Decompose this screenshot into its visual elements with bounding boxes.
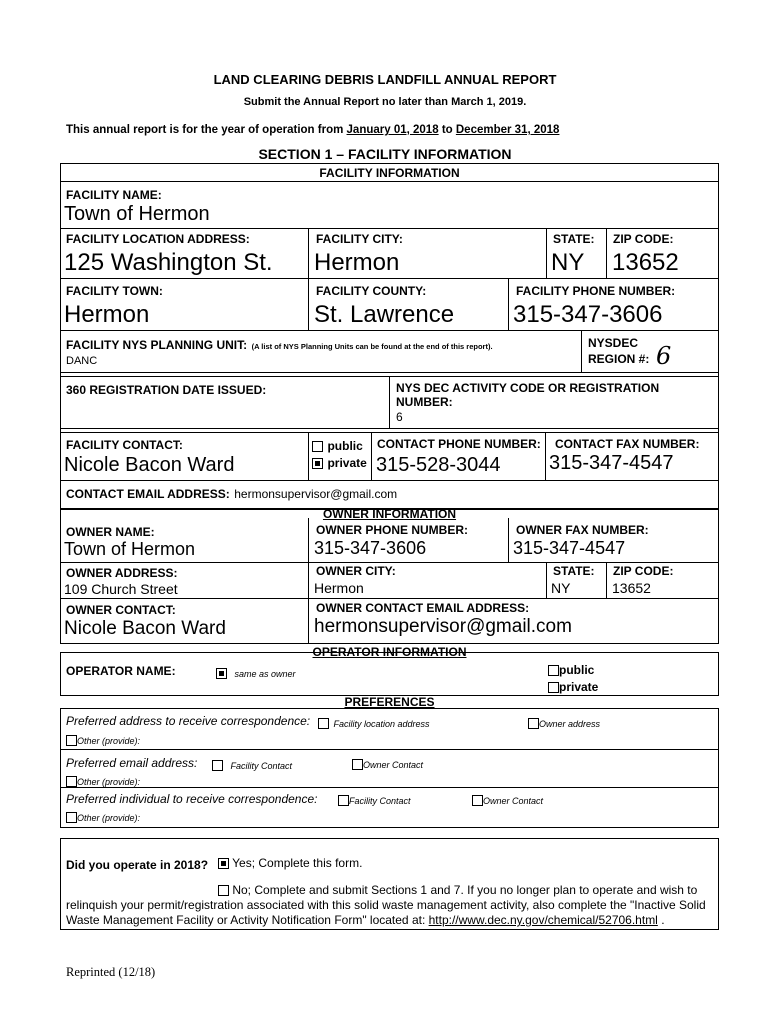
pref-facility-location-checkbox[interactable] xyxy=(318,718,329,729)
region-value: 6 xyxy=(656,342,672,370)
facility-city-value: Hermon xyxy=(314,249,400,276)
section-heading: SECTION 1 – FACILITY INFORMATION xyxy=(258,146,512,162)
contact-phone-label: CONTACT PHONE NUMBER: xyxy=(377,437,541,451)
facility-zip-label: ZIP CODE: xyxy=(613,232,674,246)
contact-email-row: CONTACT EMAIL ADDRESS: hermonsupervisor@gmail.com xyxy=(66,487,398,501)
region-label-1: NYSDEC xyxy=(588,336,639,350)
pref-individual-owner-option[interactable]: Owner Contact xyxy=(472,791,543,809)
owner-contact-value: Nicole Bacon Ward xyxy=(64,618,226,639)
owner-state-value: NY xyxy=(551,580,571,596)
facility-contact-value: Nicole Bacon Ward xyxy=(64,454,235,476)
owner-fax-value: 315-347-4547 xyxy=(513,538,626,558)
pref-email-question: Preferred email address: xyxy=(66,756,198,770)
pref-email-owner-checkbox[interactable] xyxy=(352,759,363,770)
operator-public-checkbox[interactable] xyxy=(548,665,559,676)
pref-email-facility-checkbox[interactable] xyxy=(212,760,223,771)
operator-private-checkbox[interactable] xyxy=(548,682,559,693)
report-title: LAND CLEARING DEBRIS LANDFILL ANNUAL REPORT xyxy=(213,72,557,87)
pref-owner-address-option[interactable]: Owner address xyxy=(528,714,600,732)
pref-individual-facility-checkbox[interactable] xyxy=(338,795,349,806)
operator-public-option[interactable]: public xyxy=(548,661,594,679)
operator-same-as-owner-option[interactable]: same as owner xyxy=(216,664,295,682)
facility-phone-label: FACILITY PHONE NUMBER: xyxy=(516,284,676,298)
facility-public-checkbox[interactable] xyxy=(312,441,323,452)
pref-email-other-checkbox[interactable] xyxy=(66,776,77,787)
operator-band: OPERATOR INFORMATION xyxy=(312,645,467,659)
facility-state-label: STATE: xyxy=(553,232,595,246)
owner-state-label: STATE: xyxy=(553,564,595,578)
operator-name-label: OPERATOR NAME: xyxy=(66,664,176,678)
owner-zip-label: ZIP CODE: xyxy=(613,564,674,578)
pref-address-question: Preferred address to receive correspondence: xyxy=(66,714,311,728)
facility-town-label: FACILITY TOWN: xyxy=(66,284,163,298)
owner-contact-label: OWNER CONTACT: xyxy=(66,603,176,617)
facility-public-option[interactable]: public xyxy=(312,437,363,455)
pref-individual-other-checkbox[interactable] xyxy=(66,812,77,823)
owner-fax-label: OWNER FAX NUMBER: xyxy=(516,523,649,537)
region-label-2: REGION #: xyxy=(588,352,650,366)
year-to: December 31, 2018 xyxy=(455,124,560,136)
preferences-band: PREFERENCES xyxy=(344,695,435,709)
facility-private-checkbox[interactable] xyxy=(312,458,323,469)
facility-name-value: Town of Hermon xyxy=(64,203,210,225)
operate-no-line2: relinquish your permit/registration associated with this solid waste management activity, also complete the "Inactive Solid xyxy=(66,898,706,912)
report-year-line: This annual report is for the year of operation from January 01, 2018 to December 31, 2018 xyxy=(66,124,560,136)
owner-contact-email-value: hermonsupervisor@gmail.com xyxy=(314,616,572,637)
pref-email-facility-option[interactable]: Facility Contact xyxy=(212,756,292,774)
owner-city-value: Hermon xyxy=(314,580,364,596)
pref-individual-owner-checkbox[interactable] xyxy=(472,795,483,806)
submission-deadline: Submit the Annual Report no later than March 1, 2019. xyxy=(243,96,527,108)
owner-phone-value: 315-347-3606 xyxy=(314,538,427,558)
contact-fax-value: 315-347-4547 xyxy=(549,452,674,474)
same-as-owner-checkbox[interactable] xyxy=(216,668,227,679)
facility-name-label: FACILITY NAME: xyxy=(66,188,162,202)
contact-email-value: hermonsupervisor@gmail.com xyxy=(234,487,398,501)
operate-no-checkbox[interactable] xyxy=(218,885,229,896)
owner-address-label: OWNER ADDRESS: xyxy=(66,566,178,580)
facility-phone-value: 315-347-3606 xyxy=(513,301,663,328)
operate-yes-checkbox[interactable] xyxy=(218,858,229,869)
operate-yes-option[interactable]: Yes; Complete this form. xyxy=(218,856,362,870)
facility-town-value: Hermon xyxy=(64,301,150,328)
owner-city-label: OWNER CITY: xyxy=(316,564,396,578)
owner-name-label: OWNER NAME: xyxy=(66,525,155,539)
facility-zip-value: 13652 xyxy=(612,249,679,276)
facility-address-value: 125 Washington St. xyxy=(64,249,273,276)
reprinted-note: Reprinted (12/18) xyxy=(66,965,156,979)
pref-email-owner-option[interactable]: Owner Contact xyxy=(352,755,423,773)
activity-code-label: NYS DEC ACTIVITY CODE OR REGISTRATION NUMBER: xyxy=(396,381,660,409)
planning-unit-label: FACILITY NYS PLANNING UNIT: (A list of NYS Planning Units can be found at the end of this report). xyxy=(66,338,493,352)
pref-facility-location-option[interactable]: Facility location address xyxy=(318,714,430,732)
owner-band: OWNER INFORMATION xyxy=(322,507,457,521)
pref-individual-other-option[interactable]: Other (provide): xyxy=(66,808,140,826)
facility-county-value: St. Lawrence xyxy=(314,301,455,328)
year-from: January 01, 2018 xyxy=(346,124,439,136)
planning-unit-value: DANC xyxy=(66,355,98,367)
notification-form-link[interactable]: http://www.dec.ny.gov/chemical/52706.html xyxy=(428,913,658,927)
operator-private-option[interactable]: private xyxy=(548,678,598,696)
facility-band: FACILITY INFORMATION xyxy=(319,166,460,180)
pref-address-other-checkbox[interactable] xyxy=(66,735,77,746)
facility-city-label: FACILITY CITY: xyxy=(316,232,403,246)
owner-name-value: Town of Hermon xyxy=(64,539,196,559)
owner-contact-email-label: OWNER CONTACT EMAIL ADDRESS: xyxy=(316,601,530,615)
operate-no-line3: Waste Management Facility or Activity Notification Form" located at: http://www.dec.ny.gov/chemical/52706.html . xyxy=(66,913,665,927)
contact-phone-value: 315-528-3044 xyxy=(376,454,501,476)
pref-email-other-option[interactable]: Other (provide): xyxy=(66,772,140,790)
facility-address-label: FACILITY LOCATION ADDRESS: xyxy=(66,232,250,246)
facility-state-value: NY xyxy=(551,249,585,276)
contact-fax-label: CONTACT FAX NUMBER: xyxy=(555,437,700,451)
facility-private-option[interactable]: private xyxy=(312,454,367,472)
facility-contact-label: FACILITY CONTACT: xyxy=(66,438,183,452)
pref-owner-address-checkbox[interactable] xyxy=(528,718,539,729)
registration-date-label: 360 REGISTRATION DATE ISSUED: xyxy=(66,383,267,397)
operate-no-option[interactable]: No; Complete and submit Sections 1 and 7. If you no longer plan to operate and wish to xyxy=(218,883,697,897)
owner-phone-label: OWNER PHONE NUMBER: xyxy=(316,523,468,537)
operate-question: Did you operate in 2018? xyxy=(66,858,209,872)
owner-zip-value: 13652 xyxy=(612,580,651,596)
pref-individual-facility-option[interactable]: Facility Contact xyxy=(338,791,411,809)
activity-code-value: 6 xyxy=(396,410,403,424)
owner-address-value: 109 Church Street xyxy=(64,581,178,597)
pref-address-other-option[interactable]: Other (provide): xyxy=(66,731,140,749)
pref-individual-question: Preferred individual to receive correspondence: xyxy=(66,792,318,806)
facility-county-label: FACILITY COUNTY: xyxy=(316,284,427,298)
